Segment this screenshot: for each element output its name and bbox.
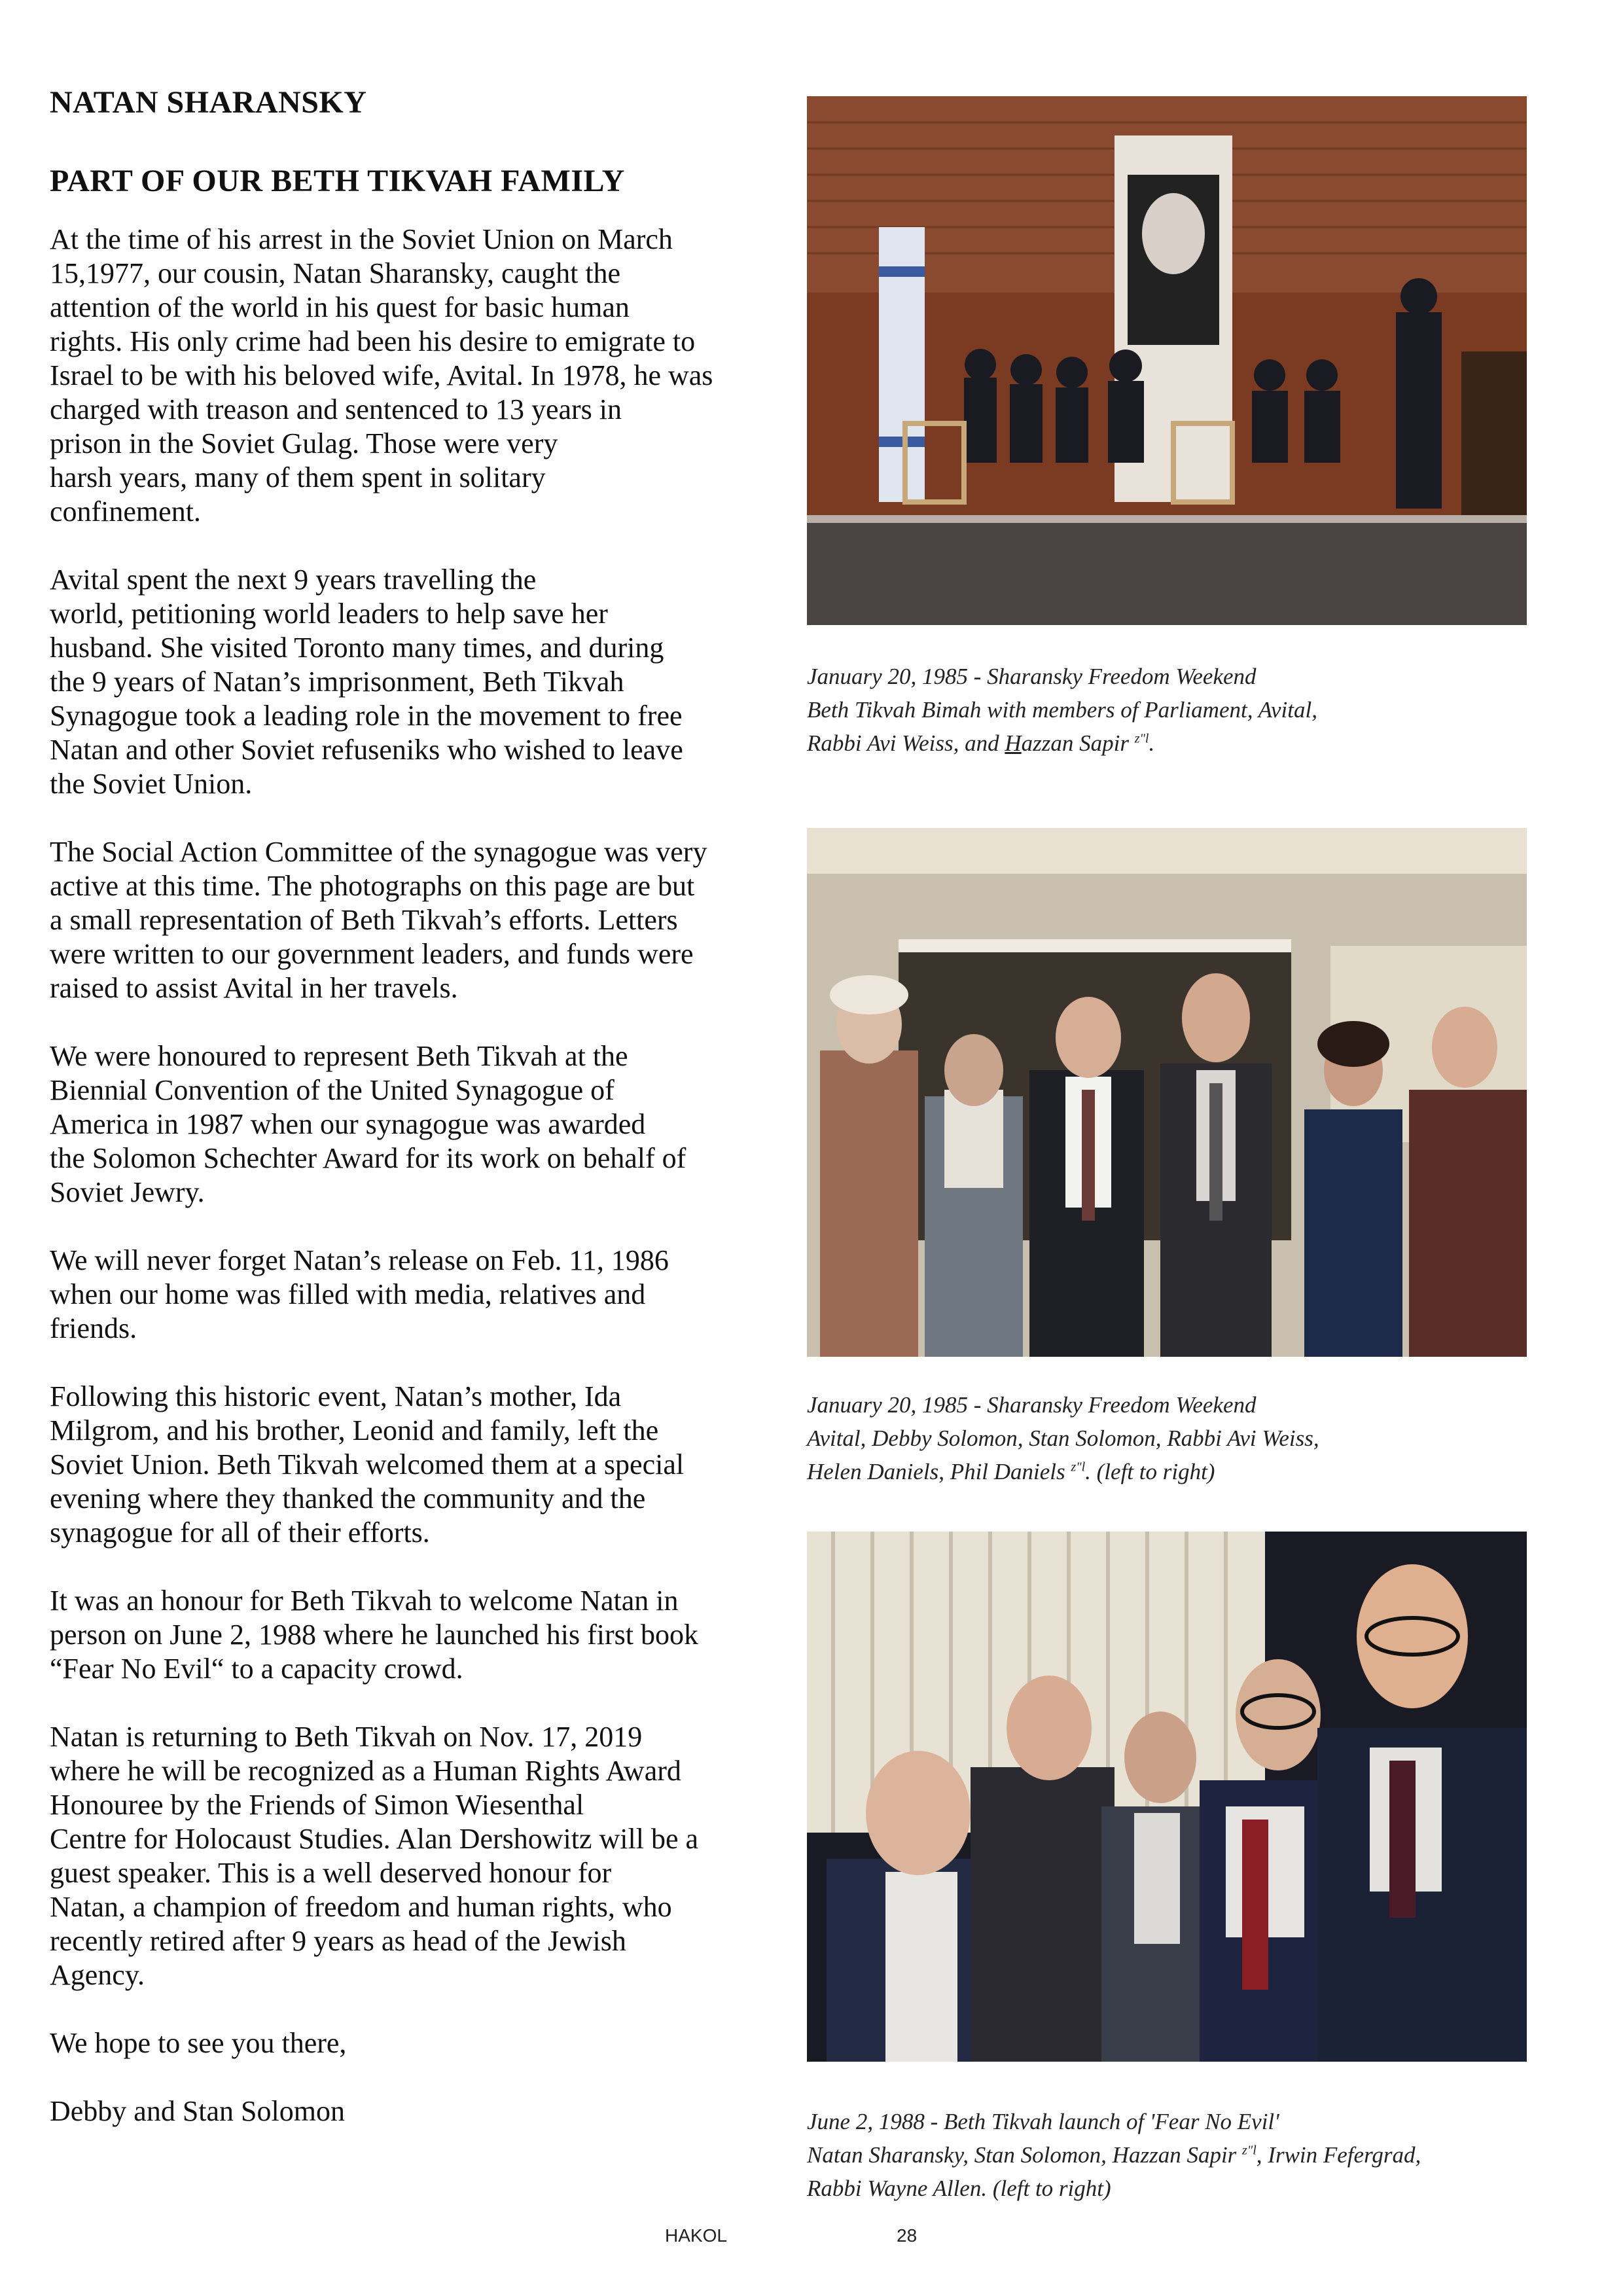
caption-line [807, 1455, 1566, 1488]
paragraph-signature: Debby and Stan Solomon [50, 2095, 345, 2127]
memorial-abbreviation: z"l [1134, 731, 1149, 746]
article-subtitle: PART OF OUR BETH TIKVAH FAMILY [50, 164, 625, 198]
photo-bimah [807, 96, 1527, 625]
caption-underlined-letter: H [1005, 730, 1022, 756]
caption-line: January 20, 1985 - Sharansky Freedom Weekend [807, 664, 1257, 689]
caption-line: Beth Tikvah Bimah with members of Parliament, Avital, [807, 697, 1317, 723]
memorial-abbreviation: z"l [1071, 1460, 1086, 1475]
caption-group-home [807, 1388, 1566, 1488]
paragraph-convention: We were honoured to represent Beth Tikvah at the Biennial Convention of the United Synagogue of America in 1987 when our synagogue was awarded the Solomon Schechter Award for its work on behalf of Soviet Jewry. [50, 1040, 687, 1208]
caption-line [807, 726, 1566, 760]
paragraph-avital: Avital spent the next 9 years travelling the world, petitioning world leaders to help save her husband. She visited Toronto many times, and during the 9 years of Natan’s imprisonment, Beth Tikvah Synagogue took a leading role in the movement to free Natan and other Soviet refuseniks who wished to leave the Soviet Union. [50, 564, 683, 800]
paragraph-release: We will never forget Natan’s release on Feb. 11, 1986 when our home was filled with media, relatives and friends. [50, 1244, 669, 1344]
caption-line [807, 2138, 1566, 2172]
caption-text: Natan Sharansky, Stan Solomon, Hazzan Sapir [807, 2142, 1237, 2168]
paragraph-award: Natan is returning to Beth Tikvah on Nov. 17, 2019 where he will be recognized as a Human Rights Award Honouree by the Friends of Simon Wiesenthal Centre for Holocaust Studies. Alan Dershowitz will be a guest speaker. This is a well deserved honour for Natan, a champion of freedom and human rights, who recently retired after 9 years as head of the Jewish Agency. [50, 1721, 699, 1991]
caption-text: . (left to right) [1085, 1459, 1215, 1484]
photo-group-home [807, 828, 1527, 1357]
caption-line: June 2, 1988 - Beth Tikvah launch of 'Fear No Evil' [807, 2109, 1279, 2134]
caption-text: Helen Daniels, Phil Daniels [807, 1459, 1065, 1484]
paragraph-closing: We hope to see you there, [50, 2027, 347, 2059]
footer-page-number: 28 [897, 2225, 918, 2246]
paragraph-book-launch: It was an honour for Beth Tikvah to welcome Natan in person on June 2, 1988 where he launched his first book “Fear No Evil“ to a capacity crowd. [50, 1585, 699, 1685]
caption-book-launch [807, 2105, 1566, 2205]
paragraph-social-action: The Social Action Committee of the synagogue was very active at this time. The photographs on this page are but a small representation of Beth Tikvah’s efforts. Letters were written to our government leaders, and funds were raised to assist Avital in her travels. [50, 836, 707, 1004]
caption-text: Rabbi Avi Weiss, and [807, 730, 1005, 756]
caption-text: , Irwin Fefergrad, [1256, 2142, 1421, 2168]
caption-text: azzan Sapir [1021, 730, 1129, 756]
article-title: NATAN SHARANSKY [50, 85, 367, 120]
article-body [50, 223, 796, 2128]
caption-line: January 20, 1985 - Sharansky Freedom Weekend [807, 1392, 1257, 1418]
paragraph-family: Following this historic event, Natan’s mother, Ida Milgrom, and his brother, Leonid and family, left the Soviet Union. Beth Tikvah welcomed them at a special evening where they thanked the community and the synagogue for all of their efforts. [50, 1380, 685, 1549]
caption-text: . [1149, 730, 1155, 756]
paragraph-arrest: At the time of his arrest in the Soviet Union on March 15,1977, our cousin, Natan Sharansky, caught the attention of the world in his quest for basic human rights. His only crime had been his desire to emigrate to Israel to be with his beloved wife, Avital. In 1978, he was charged with treason and sentenced to 13 years in prison in the Soviet Gulag. Those were very harsh years, many of them spent in solitary confinement. [50, 223, 713, 528]
memorial-abbreviation: z"l [1242, 2143, 1257, 2158]
photo-book-launch [807, 1532, 1527, 2062]
caption-line: Avital, Debby Solomon, Stan Solomon, Rabbi Avi Weiss, [807, 1426, 1319, 1451]
caption-line: Rabbi Wayne Allen. (left to right) [807, 2176, 1111, 2201]
footer-publication: HAKOL [665, 2225, 727, 2246]
caption-bimah [807, 660, 1566, 760]
article [50, 84, 796, 2162]
